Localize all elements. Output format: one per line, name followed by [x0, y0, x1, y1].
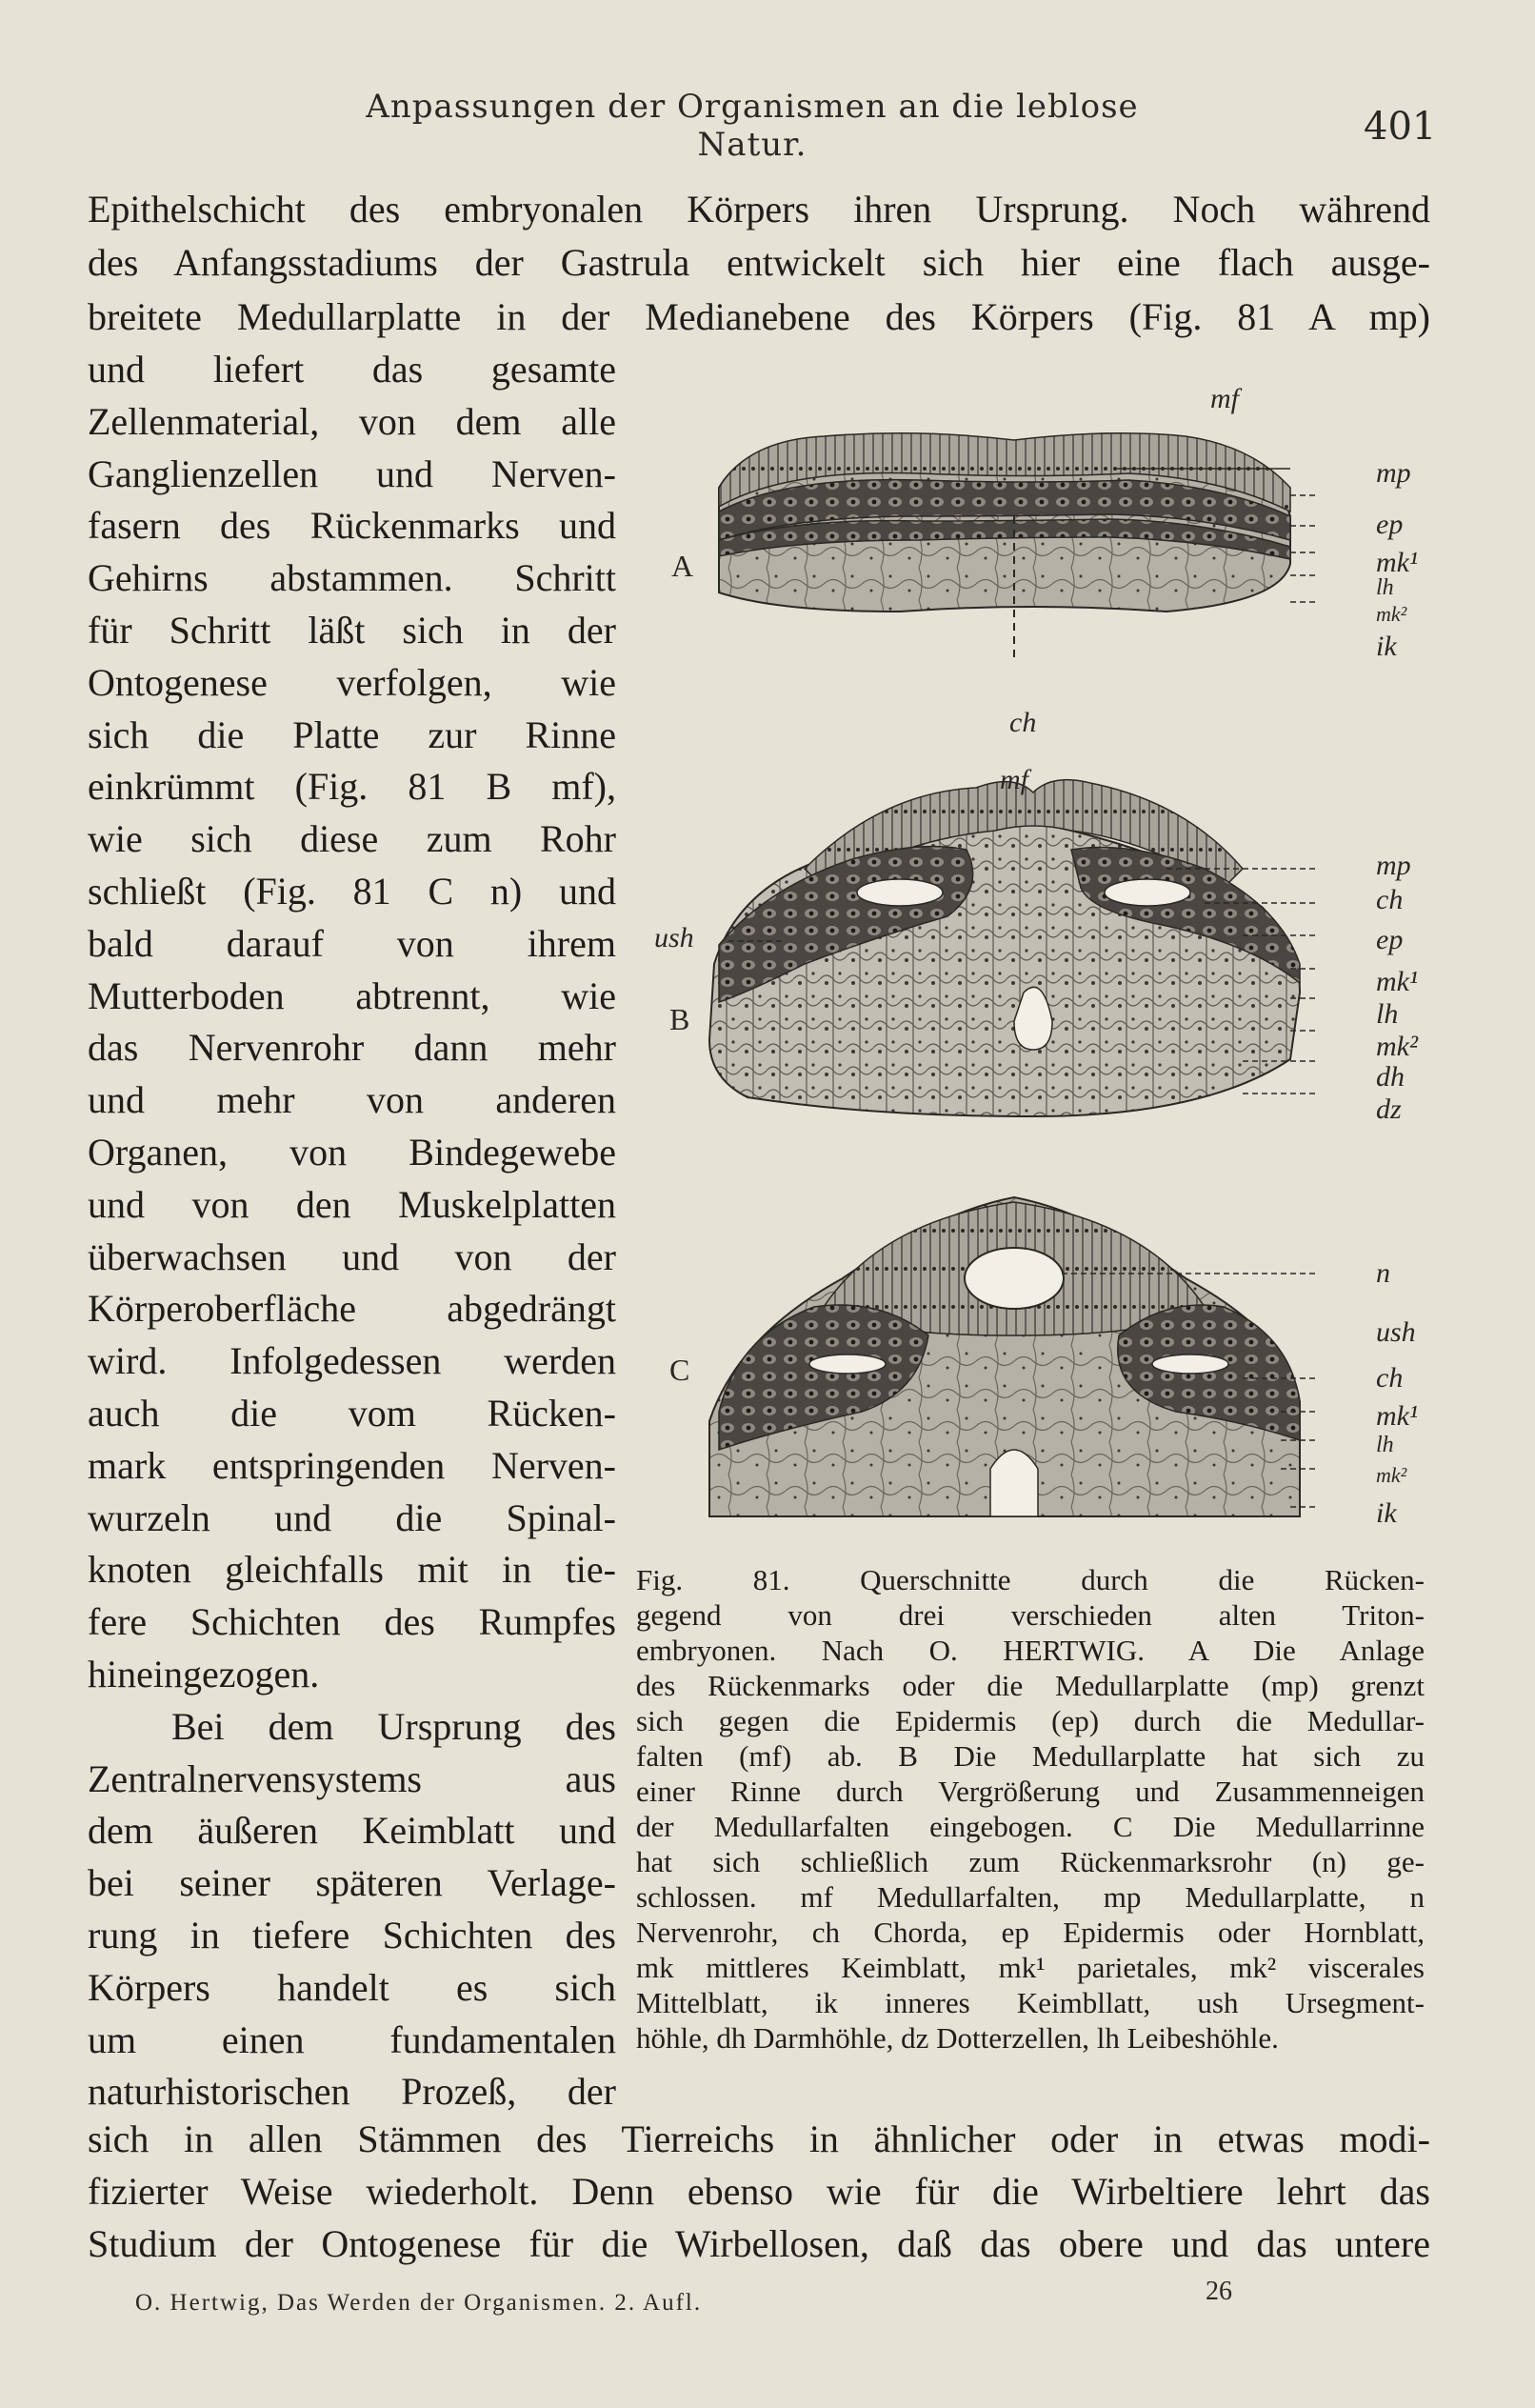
label-mk2: mk² — [1376, 1463, 1407, 1487]
label-mk2: mk² — [1376, 1031, 1418, 1062]
label-mp: mp — [1376, 850, 1411, 881]
label-ep: ep — [1376, 509, 1404, 540]
body-line: sich in allen Stämmen des Tierreichs in ähnlicher oder in etwas modi- — [88, 2117, 1430, 2160]
body-line: rung in tiefere Schichten des — [88, 1914, 616, 1956]
caption-line: schlossen. mf Medullarfalten, mp Medullarplatte, n — [636, 1880, 1425, 1914]
label-lh: lh — [1376, 575, 1394, 600]
body-line: fizierter Weise wiederholt. Denn ebenso wie für die Wirbeltiere lehrt das — [88, 2170, 1430, 2213]
body-line: das Nervenrohr dann mehr — [88, 1026, 616, 1070]
label-ik: ik — [1376, 631, 1397, 662]
body-line: für Schritt läßt sich in der — [88, 609, 616, 652]
body-line: knoten gleichfalls mit in tie- — [88, 1548, 616, 1592]
body-line: des Anfangsstadiums der Gastrula entwickelt sich hier eine flach ausge- — [88, 241, 1430, 284]
body-line: Zellenmaterial, von dem alle — [88, 399, 616, 443]
body-line: schließt (Fig. 81 C n) und — [88, 870, 616, 913]
running-title: Anpassungen der Organismen an die leblose Natur. — [366, 88, 1139, 164]
label-mf: mf — [1000, 764, 1028, 795]
page-number: 401 — [1364, 105, 1437, 149]
panel-letter-b: B — [669, 1002, 690, 1036]
body-line: bei seiner späteren Verlage- — [88, 1861, 616, 1905]
panel-b-section — [709, 780, 1319, 1116]
body-line: breitete Medullarplatte in der Medianebene des Körpers (Fig. 81 A mp) — [88, 295, 1430, 338]
panel-letter-c: C — [669, 1353, 690, 1387]
body-line: wie sich diese zum Rohr — [88, 817, 616, 861]
label-mk1: mk¹ — [1376, 547, 1418, 578]
body-line: und von den Muskelplatten — [88, 1182, 616, 1226]
caption-line: falten (mf) ab. B Die Medullarplatte hat sich zu — [636, 1739, 1425, 1773]
panel-c-section — [709, 1197, 1319, 1516]
body-line: Mutterboden abtrennt, wie — [88, 973, 616, 1017]
body-line: Körperoberfläche abgedrängt — [88, 1287, 616, 1331]
caption-line: des Rückenmarks oder die Medullarplatte (mp) grenzt — [636, 1669, 1425, 1702]
body-line: bald darauf von ihrem — [88, 921, 616, 965]
figure-81 — [633, 373, 1443, 1555]
body-line: und liefert das gesamte — [88, 348, 616, 391]
body-line: um einen fundamentalen — [88, 2017, 616, 2061]
caption-line: hat sich schließlich zum Rückenmarksrohr (n) ge- — [636, 1845, 1425, 1878]
label-mf: mf — [1210, 383, 1239, 414]
embryo-cross-sections-illustration — [633, 373, 1443, 1555]
body-line: fasern des Rückenmarks und — [88, 504, 616, 548]
label-lh: lh — [1376, 998, 1399, 1030]
caption-line: Nervenrohr, ch Chorda, ep Epidermis oder Hornblatt, — [636, 1916, 1425, 1949]
label-ik: ik — [1376, 1497, 1397, 1529]
body-line: fere Schichten des Rumpfes — [88, 1600, 616, 1644]
caption-line: gegend von drei verschieden alten Triton- — [636, 1598, 1425, 1632]
body-line: sich die Platte zur Rinne — [88, 712, 616, 756]
caption-line: der Medullarfalten eingebogen. C Die Medullarrinne — [636, 1810, 1425, 1843]
label-mk1: mk¹ — [1376, 966, 1418, 997]
body-line: naturhistorischen Prozeß, der — [88, 2070, 616, 2114]
body-line: Bei dem Ursprung des — [171, 1704, 616, 1748]
label-ep: ep — [1376, 924, 1404, 955]
body-line: und mehr von anderen — [88, 1078, 616, 1122]
footer-citation: O. Hertwig, Das Werden der Organismen. 2. Aufl. — [135, 2290, 703, 2316]
body-line: Ganglienzellen und Nerven- — [88, 452, 616, 495]
label-lh: lh — [1376, 1433, 1394, 1457]
caption-line: sich gegen die Epidermis (ep) durch die Medullar- — [636, 1704, 1425, 1737]
body-line: Organen, von Bindegewebe — [88, 1131, 616, 1174]
body-line: Gehirns abstammen. Schritt — [88, 556, 616, 600]
caption-line: Fig. 81. Querschnitte durch die Rücken- — [636, 1563, 1425, 1596]
body-line: mark entspringenden Nerven- — [88, 1443, 616, 1487]
body-line: überwachsen und von der — [88, 1234, 616, 1278]
caption-line: einer Rinne durch Vergrößerung und Zusammenneigen — [636, 1775, 1425, 1808]
label-dh: dh — [1376, 1061, 1405, 1093]
label-mp: mp — [1376, 457, 1411, 489]
label-ush: ush — [1376, 1316, 1416, 1348]
caption-line: höhle, dh Darmhöhle, dz Dotterzellen, lh Leibeshöhle. — [636, 2021, 1279, 2055]
body-line: auch die vom Rücken- — [88, 1392, 616, 1435]
label-n: n — [1376, 1257, 1390, 1289]
label-ch: ch — [1376, 884, 1404, 915]
caption-line: embryonen. Nach O. HERTWIG. A Die Anlage — [636, 1634, 1425, 1667]
caption-line: Mittelblatt, ik inneres Keimbllatt, ush Ursegment- — [636, 1986, 1425, 2019]
body-line: wird. Infolgedessen werden — [88, 1339, 616, 1383]
body-line: einkrümmt (Fig. 81 B mf), — [88, 765, 616, 809]
label-ch: ch — [1376, 1362, 1404, 1394]
panel-a-section — [719, 433, 1319, 659]
body-line: Zentralnervensystems aus — [88, 1756, 616, 1800]
label-dz: dz — [1376, 1094, 1402, 1125]
body-line: Ontogenese verfolgen, wie — [88, 660, 616, 704]
body-line: wurzeln und die Spinal- — [88, 1495, 616, 1539]
figure-caption — [636, 1562, 1425, 2056]
body-line: dem äußeren Keimblatt und — [88, 1809, 616, 1853]
body-line: Studium der Ontogenese für die Wirbellosen, daß das obere und das untere — [88, 2222, 1430, 2265]
body-line: Körpers handelt es sich — [88, 1965, 616, 2009]
body-line: Epithelschicht des embryonalen Körpers ihren Ursprung. Noch während — [88, 188, 1430, 231]
label-mk1: mk¹ — [1376, 1400, 1418, 1432]
body-line: hineingezogen. — [88, 1653, 320, 1696]
label-ch: ch — [1009, 707, 1037, 738]
caption-line: mk mittleres Keimblatt, mk¹ parietales, mk² viscerales — [636, 1951, 1425, 1984]
label-mk2: mk² — [1376, 602, 1407, 626]
panel-letter-a: A — [671, 549, 694, 583]
signature-mark: 26 — [1206, 2277, 1232, 2306]
label-ush: ush — [654, 922, 694, 953]
